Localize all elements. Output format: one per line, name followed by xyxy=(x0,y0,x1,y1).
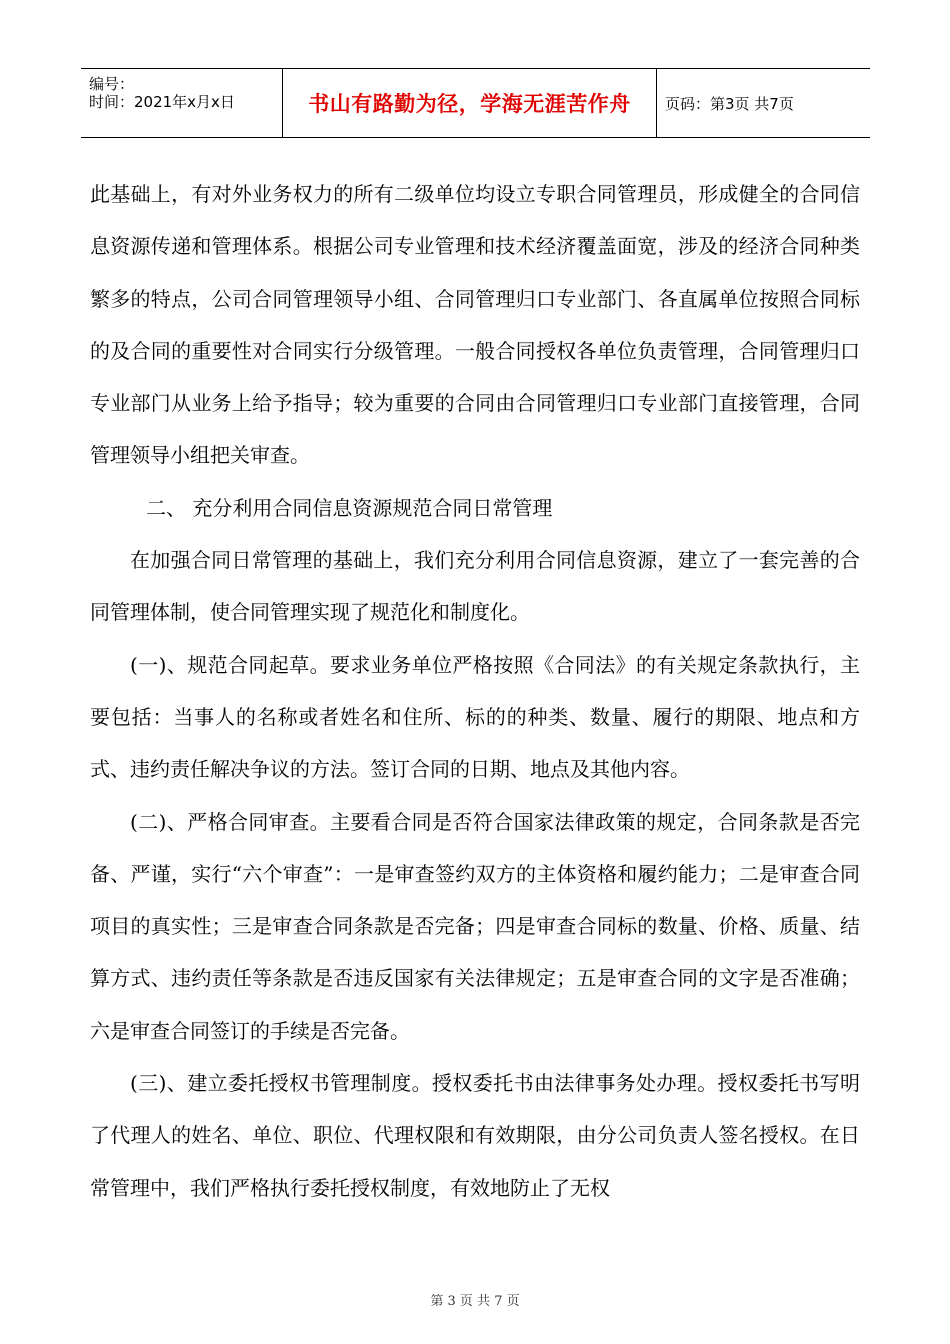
section-heading: 二、 充分利用合同信息资源规范合同日常管理 xyxy=(146,495,553,520)
document-number-label: 编号： xyxy=(89,75,135,93)
paragraph: (三)、建立委托授权书管理制度。授权委托书由法律事务处办理。授权委托书写明了代理人的姓名、单位、职位、代理权限和有效期限，由分公司负责人签名授权。在日常管理中，我们严格执行委托授权制度，有效地防止了无权 xyxy=(90,1071,860,1200)
document-body xyxy=(90,168,860,1214)
page-footer: 第 3 页 共 7 页 xyxy=(430,1294,520,1309)
paragraph: (二)、严格合同审查。主要看合同是否符合国家法律政策的规定，合同条款是否完备、严谨，实行“六个审查”：一是审查签约双方的主体资格和履约能力；二是审查合同项目的真实性；三是审查合同条款是否完备；四是审查合同标的数量、价格、质量、结算方式、违约责任等条款是否违反国家有关法律规定；五是审查合同的文字是否准确；六是审查合同签订的手续是否完备。 xyxy=(90,809,860,1043)
paragraph: 在加强合同日常管理的基础上，我们充分利用合同信息资源，建立了一套完善的合同管理体制，使合同管理实现了规范化和制度化。 xyxy=(90,548,860,625)
header-page-cell xyxy=(657,69,870,137)
document-date-label: 时间：2021年x月x日 xyxy=(89,93,235,111)
page-header xyxy=(81,68,870,138)
header-motto-cell xyxy=(283,69,657,137)
header-motto: 书山有路勤为径，学海无涯苦作舟 xyxy=(308,92,631,116)
paragraph: 此基础上，有对外业务权力的所有二级单位均设立专职合同管理员，形成健全的合同信息资源传递和管理体系。根据公司专业管理和技术经济覆盖面宽，涉及的经济合同种类繁多的特点，公司合同管理领导小组、合同管理归口专业部门、各直属单位按照合同标的及合同的重要性对合同实行分级管理。一般合同授权各单位负责管理，合同管理归口专业部门从业务上给予指导；较为重要的合同由合同管理归口专业部门直接管理，合同管理领导小组把关审查。 xyxy=(90,182,860,468)
header-meta-cell xyxy=(81,69,283,137)
header-page-code: 页码：第3页 共7页 xyxy=(665,94,794,113)
paragraph: (一)、规范合同起草。要求业务单位严格按照《合同法》的有关规定条款执行，主要包括：当事人的名称或者姓名和住所、标的的种类、数量、履行的期限、地点和方式、违约责任解决争议的方法。签订合同的日期、地点及其他内容。 xyxy=(90,652,860,782)
